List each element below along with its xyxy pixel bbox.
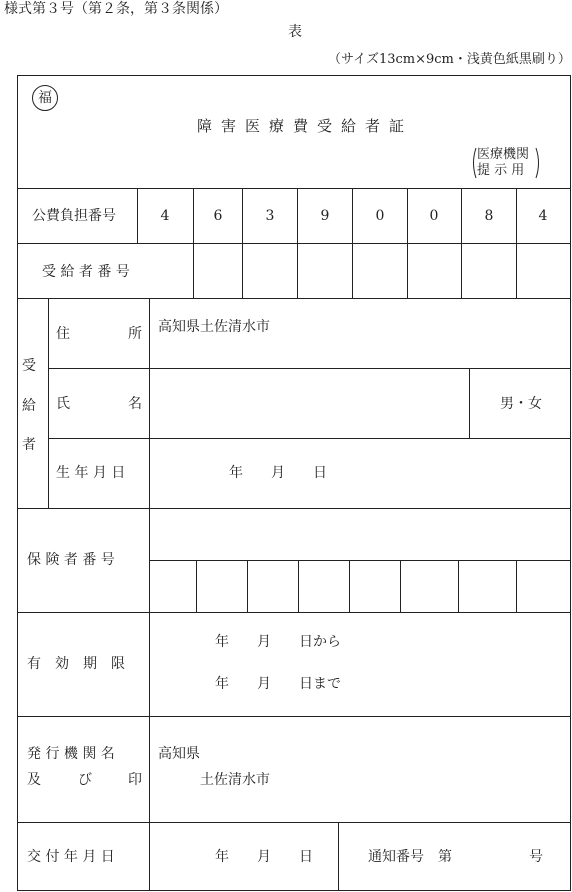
insurer-number-label: 保 険 者 番 号 — [27, 552, 115, 568]
recipient-group-char: 者 — [22, 437, 36, 453]
name-label-2: 名 — [128, 396, 142, 412]
issue-date-label: 交 付 年 月 日 — [27, 849, 115, 865]
address-label-2: 所 — [128, 326, 142, 342]
public-payer-digit: 0 — [429, 208, 439, 224]
address-value: 高知県土佐清水市 — [158, 319, 270, 335]
welfare-seal-icon: 福 — [32, 85, 58, 111]
issue-date-value: 年 月 日 — [215, 849, 313, 865]
recipient-group-char: 受 — [22, 358, 36, 374]
name-label-1: 氏 — [56, 396, 70, 412]
card-title: 障害医療費受給者証 — [197, 117, 414, 135]
issuer-label-line1: 発 行 機 関 名 — [27, 746, 115, 762]
public-payer-digit: 3 — [265, 208, 275, 224]
public-payer-digit: 0 — [375, 208, 385, 224]
recipient-group-char: 給 — [22, 398, 36, 414]
public-payer-digit: 4 — [538, 208, 548, 224]
birthdate-label: 生 年 月 日 — [56, 465, 126, 481]
gender-selector: 男・女 — [500, 396, 542, 412]
address-label-1: 住 — [56, 326, 70, 342]
recipient-number-label: 受 給 者 番 号 — [42, 264, 130, 280]
public-payer-label: 公費負担番号 — [32, 208, 116, 224]
presentation-note-line1: 医療機関 — [477, 147, 530, 162]
validity-label: 有 効 期 限 — [27, 656, 125, 672]
public-payer-digit: 6 — [213, 208, 223, 224]
issuer-city: 土佐清水市 — [200, 772, 270, 788]
presentation-note-line2: 提 示 用 — [477, 163, 525, 178]
notice-number-suffix: 号 — [529, 849, 543, 865]
public-payer-digit: 9 — [320, 208, 330, 224]
public-payer-digit: 4 — [160, 208, 170, 224]
notice-number-label: 通知番号 第 — [368, 849, 452, 865]
validity-to: 年 月 日まで — [215, 676, 341, 692]
birthdate-value: 年 月 日 — [229, 465, 327, 481]
size-note: （サイズ13cm×9cm・浅黄色紙黒刷り） — [328, 52, 571, 67]
issuer-prefecture: 高知県 — [158, 746, 200, 762]
issuer-label-and: 及 — [27, 772, 41, 788]
public-payer-digit: 8 — [484, 208, 494, 224]
issuer-label-seal: 印 — [128, 772, 142, 788]
form-label: 様式第３号（第２条，第３条関係） — [4, 1, 228, 17]
issuer-label-bi: び — [78, 772, 92, 788]
validity-from: 年 月 日から — [215, 634, 341, 650]
side-label: 表 — [288, 24, 302, 40]
